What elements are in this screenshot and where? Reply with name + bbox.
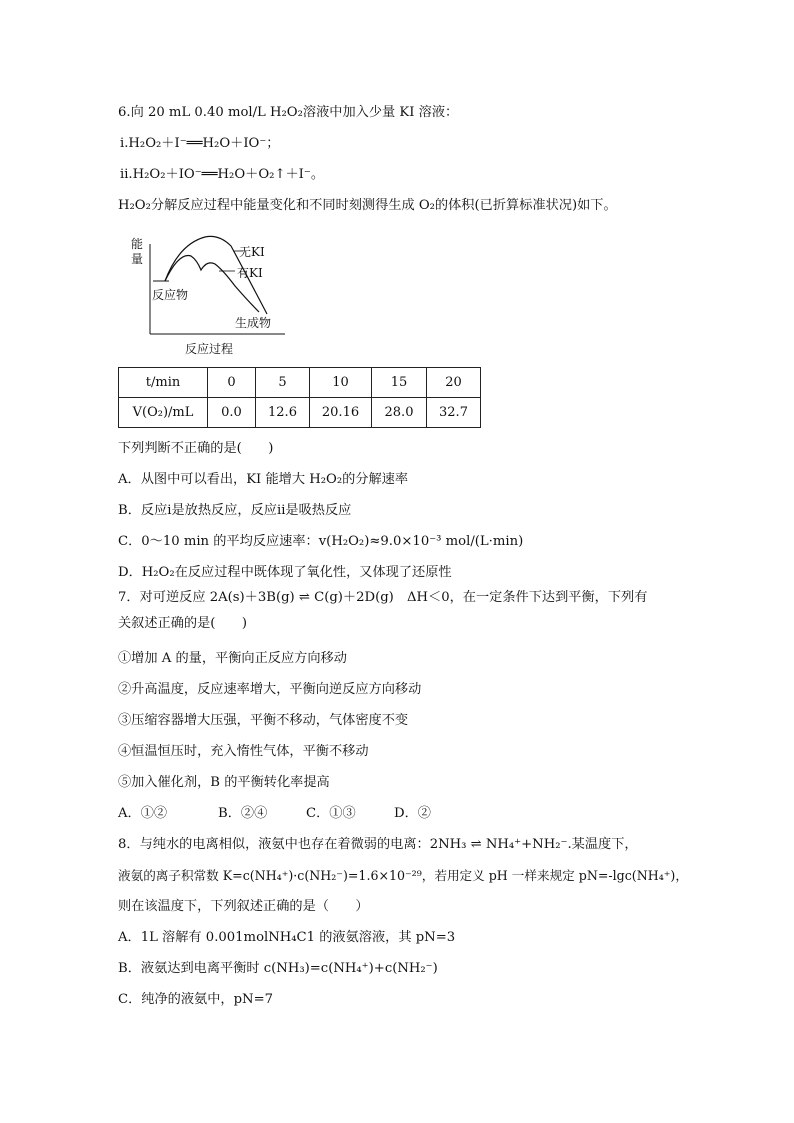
- table-row-time: [119, 368, 481, 398]
- q8-option-a: A．1L 溶解有 0.001molNH₄C1 的液氨溶液，其 pN=3: [118, 930, 456, 945]
- header-time: t/min: [119, 368, 208, 398]
- table-row-volume: [119, 398, 481, 428]
- cell-t15: 15: [372, 368, 427, 398]
- y-axis-label-1: 能: [131, 237, 144, 251]
- header-volume: V(O₂)/mL: [119, 398, 208, 428]
- q7-options: [118, 805, 431, 823]
- q6-option-b: B．反应ⅰ是放热反应，反应ⅱ是吸热反应: [118, 503, 352, 518]
- cell-v10: 20.16: [310, 398, 372, 428]
- q8-option-b: B．液氨达到电离平衡时 c(NH₃)=c(NH₄⁺)+c(NH₂⁻): [118, 961, 438, 976]
- cell-v5: 12.6: [256, 398, 310, 428]
- q7-stem-1: 7．对可逆反应 2A(s)＋3B(g) ⇌ C(g)＋2D(g) ΔH＜0，在一定条件下达到平衡，下列有: [118, 590, 648, 605]
- q6-option-a: A．从图中可以看出，KI 能增大 H₂O₂的分解速率: [118, 472, 409, 487]
- cell-t20: 20: [427, 368, 481, 398]
- x-axis-label: 反应过程: [185, 342, 234, 356]
- o2-volume-table: [118, 367, 481, 428]
- q6-reaction-i: ⅰ.H₂O₂＋I⁻══H₂O＋IO⁻；: [120, 136, 280, 151]
- q7-option-d: D．②: [394, 806, 431, 821]
- q6-question: 下列判断不正确的是( ): [118, 441, 274, 456]
- q8-stem-1: 8．与纯水的电离相似，液氨中也存在着微弱的电离：2NH₃ ⇌ NH₄⁺+NH₂⁻.某温度下，: [118, 837, 638, 852]
- q8-stem-2: 液氨的离子积常数 K=c(NH₄⁺)·c(NH₂⁻)=1.6×10⁻²⁹，若用定义 pH 一样来规定 pN=-lgc(NH₄⁺)，: [118, 868, 688, 883]
- cell-t10: 10: [310, 368, 372, 398]
- cell-v15: 28.0: [372, 398, 427, 428]
- label-no-ki: 无KI: [239, 245, 265, 259]
- curve-with-ki: [165, 256, 259, 312]
- q6-option-c: C．0～10 min 的平均反应速率：v(H₂O₂)≈9.0×10⁻³ mol/(L·min): [118, 534, 524, 549]
- q8-stem-3: 则在该温度下，下列叙述正确的是（ ）: [118, 899, 369, 914]
- cell-t5: 5: [256, 368, 310, 398]
- cell-t0: 0: [208, 368, 256, 398]
- q7-option-a: A．①②: [118, 806, 168, 821]
- y-axis-label-2: 量: [131, 252, 144, 266]
- energy-diagram: [127, 232, 287, 357]
- q7-statement-5: ⑤加入催化剂，B 的平衡转化率提高: [118, 775, 330, 790]
- q7-statement-1: ①增加 A 的量，平衡向正反应方向移动: [118, 651, 347, 666]
- q7-statement-4: ④恒温恒压时，充入惰性气体，平衡不移动: [118, 744, 369, 759]
- q7-option-c: C．①③: [306, 806, 356, 821]
- q7-statement-3: ③压缩容器增大压强，平衡不移动，气体密度不变: [118, 713, 409, 728]
- cell-v0: 0.0: [208, 398, 256, 428]
- q6-reaction-ii: ⅱ.H₂O₂＋IO⁻══H₂O＋O₂↑＋I⁻。: [120, 167, 325, 182]
- label-reactant: 反应物: [152, 288, 189, 302]
- cell-v20: 32.7: [427, 398, 481, 428]
- q8-option-c: C．纯净的液氨中，pN=7: [118, 992, 274, 1007]
- label-product: 生成物: [235, 316, 272, 330]
- q7-statement-2: ②升高温度，反应速率增大，平衡向逆反应方向移动: [118, 682, 422, 697]
- q6-option-d: D．H₂O₂在反应过程中既体现了氧化性，又体现了还原性: [118, 565, 452, 580]
- q7-stem-2: 关叙述正确的是( ): [118, 616, 247, 631]
- q6-stem: 6.向 20 mL 0.40 mol/L H₂O₂溶液中加入少量 KI 溶液：: [118, 105, 459, 120]
- q7-option-b: B．②④: [218, 806, 268, 821]
- label-ki: 有KI: [237, 266, 263, 280]
- q6-context: H₂O₂分解反应过程中能量变化和不同时刻测得生成 O₂的体积(已折算标准状况)如下。: [118, 198, 617, 213]
